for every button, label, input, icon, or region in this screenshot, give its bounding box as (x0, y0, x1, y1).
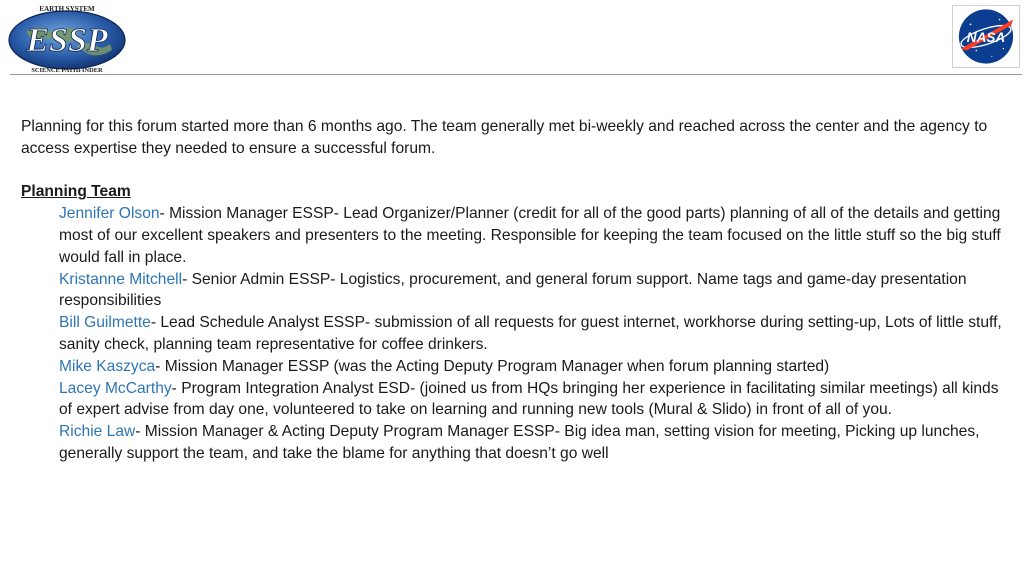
nasa-text: NASA (966, 29, 1006, 45)
member-name: Kristanne Mitchell (59, 270, 183, 288)
team-member-kristanne-mitchell (59, 269, 1011, 313)
member-name: Jennifer Olson (59, 205, 160, 223)
planning-team-heading: Planning Team (21, 183, 131, 201)
team-member-richie-law (59, 421, 1011, 465)
essp-main-text: ESSP (26, 22, 108, 59)
member-name: Lacey McCarthy (59, 379, 172, 397)
member-name: Mike Kaszyca (59, 357, 156, 375)
member-description: - Mission Manager ESSP (was the Acting Deputy Program Manager when forum planning started) (155, 357, 830, 375)
team-member-bill-guilmette (59, 312, 1011, 356)
member-name: Bill Guilmette (59, 314, 151, 332)
essp-bottom-text: SCIENCE PATHFINDER (31, 67, 103, 74)
member-name: Richie Law (59, 423, 136, 441)
intro-paragraph: Planning for this forum started more than 6 months ago. The team generally met bi-weekly and reached across the center and the agency to access expertise they needed to ensure a successful forum. (21, 118, 988, 157)
nasa-meatball-icon (953, 6, 1019, 67)
member-description: - Lead Schedule Analyst ESSP- submission of all requests for guest internet, workhorse during setting-up, Lots of little stuff, sanity check, planning team representative for coffee drinkers. (59, 314, 1002, 353)
essp-logo (6, 2, 128, 74)
essp-top-text: EARTH SYSTEM (39, 5, 95, 13)
header-divider (10, 74, 1022, 75)
team-member-jennifer-olson (59, 203, 1011, 268)
team-member-mike-kaszyca (59, 356, 1011, 378)
essp-logo-icon (6, 2, 128, 74)
member-description: - Program Integration Analyst ESD- (joined us from HQs bringing her experience in facilitating similar meetings) all kinds of expert advise from day one, volunteered to take on learning and running new tools (Mural & Slido) in front of all of you. (59, 379, 999, 419)
team-member-lacey-mccarthy (59, 378, 1011, 422)
slide-body (21, 116, 1011, 465)
member-description: - Mission Manager & Acting Deputy Program Manager ESSP- Big idea man, setting vision for meeting, Picking up lunches, generally support the team, and take the blame for anything that doesn’t go well (59, 423, 980, 462)
team-member-list (21, 203, 1011, 465)
member-description: - Mission Manager ESSP- Lead Organizer/Planner (credit for all of the good parts) planning of all of the details and getting most of our excellent speakers and presenters to the meeting. Responsible for keeping the team focused on the little stuff so the big stuff would fall in place. (59, 205, 1001, 266)
member-description: - Senior Admin ESSP- Logistics, procurement, and general forum support. Name tags and game-day presentation responsibilities (59, 270, 967, 310)
nasa-logo (952, 5, 1020, 68)
